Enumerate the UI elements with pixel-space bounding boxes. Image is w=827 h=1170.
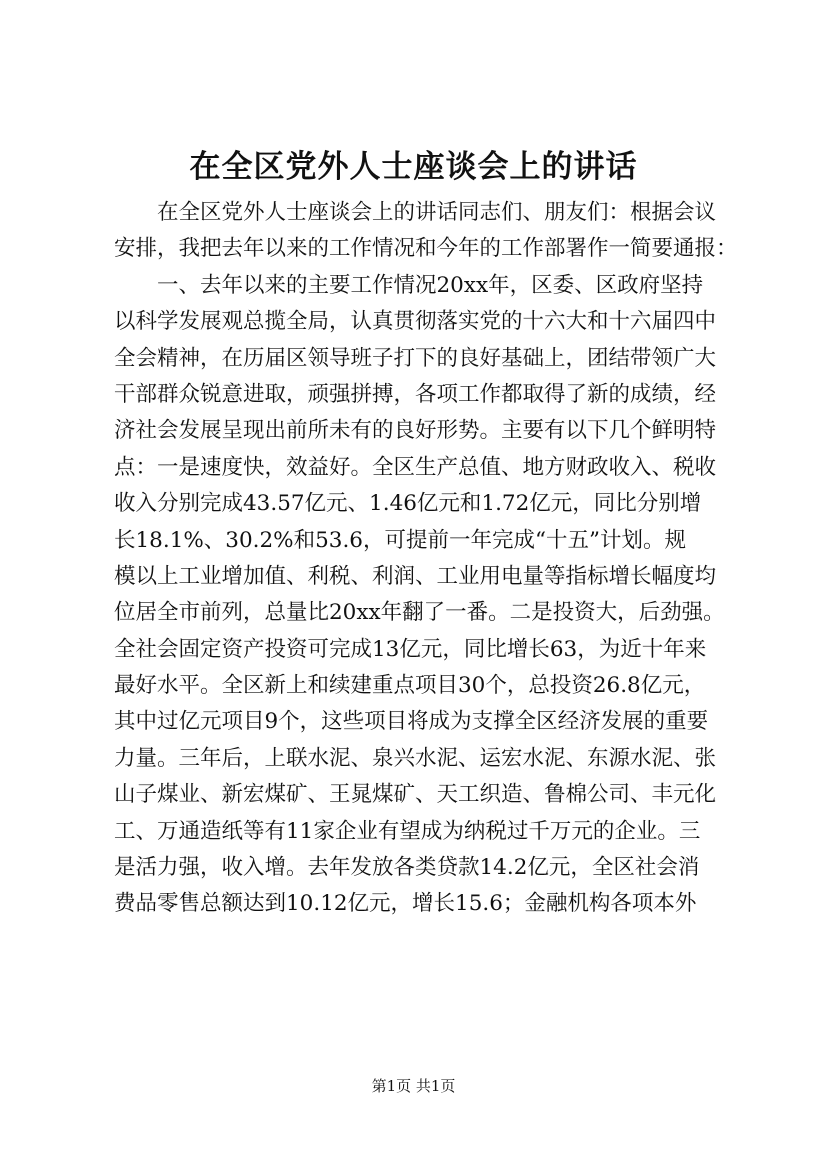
body-line: 安排，我把去年以来的工作情况和今年的工作部署作一简要通报：: [114, 236, 738, 262]
body-line: 全会精神，在历届区领导班子打下的良好基础上，团结带领广大: [114, 345, 717, 371]
body-line: 位居全市前列，总量比20xx年翻了一番。二是投资大，后劲强。: [114, 600, 725, 626]
body-line: 以科学发展观总揽全局，认真贯彻落实党的十六大和十六届四中: [114, 309, 717, 335]
body-line: 全社会固定资产投资可完成13亿元，同比增长63，为近十年来: [114, 636, 707, 662]
body-line: 收入分别完成43.57亿元、1.46亿元和1.72亿元，同比分别增: [114, 491, 702, 517]
body-line: 点：一是速度快，效益好。全区生产总值、地方财政收入、税收: [114, 454, 717, 480]
document-title: 在全区党外人士座谈会上的讲话: [189, 149, 638, 185]
document-body: [114, 195, 750, 923]
body-line: 力量。三年后，上联水泥、泉兴水泥、运宏水泥、东源水泥、张: [114, 745, 717, 771]
body-line: 工、万通造纸等有11家企业有望成为纳税过千万元的企业。三: [114, 818, 701, 844]
body-line: 是活力强，收入增。去年发放各类贷款14.2亿元，全区社会消: [114, 855, 700, 881]
body-line: 在全区党外人士座谈会上的讲话同志们、朋友们：根据会议: [114, 200, 717, 225]
body-line: 一、去年以来的主要工作情况20xx年，区委、区政府坚持: [114, 272, 704, 298]
body-line: 模以上工业增加值、利税、利润、工业用电量等指标增长幅度均: [114, 563, 717, 589]
body-line: 济社会发展呈现出前所未有的良好形势。主要有以下几个鲜明特: [114, 418, 717, 444]
body-line: 长18.1%、30.2%和53.6，可提前一年完成“十五”计划。规: [114, 527, 686, 553]
body-line: 最好水平。全区新上和续建重点项目30个，总投资26.8亿元，: [114, 673, 706, 699]
body-line: 其中过亿元项目9个，这些项目将成为支撑全区经济发展的重要: [114, 709, 709, 735]
body-line: 干部群众锐意进取，顽强拼搏，各项工作都取得了新的成绩，经: [114, 381, 717, 407]
page-footer: 第1页 共1页: [371, 1077, 456, 1095]
body-line: 山子煤业、新宏煤矿、王晁煤矿、天工织造、鲁棉公司、丰元化: [114, 782, 717, 808]
body-line: 费品零售总额达到10.12亿元，增长15.6；金融机构各项本外: [114, 891, 697, 917]
